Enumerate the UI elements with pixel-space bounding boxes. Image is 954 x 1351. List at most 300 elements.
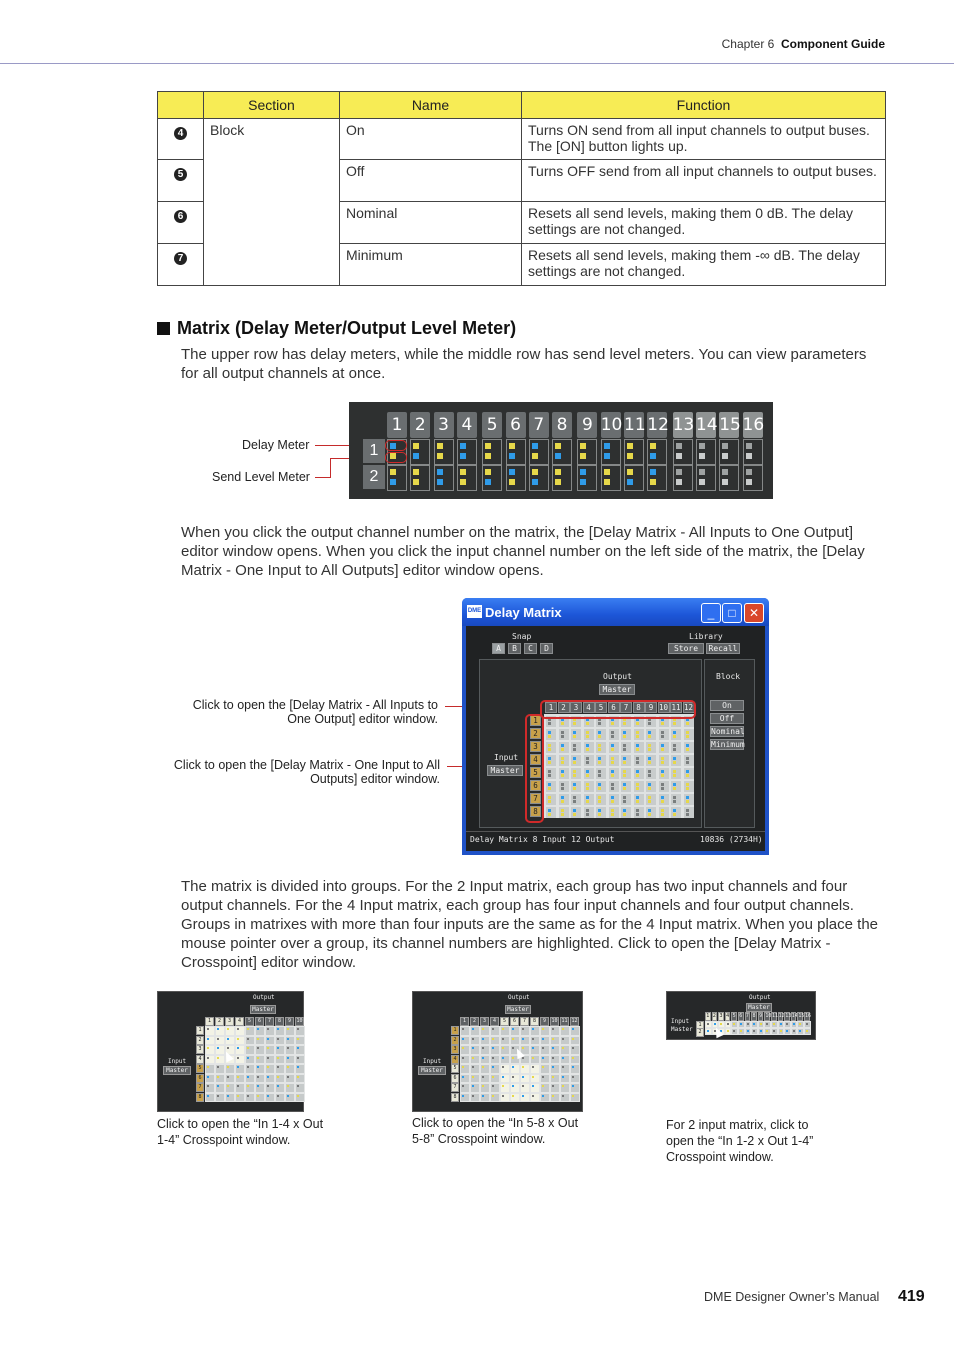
crosspoint-mark [598, 813, 601, 816]
output-master-button[interactable]: Master [746, 1003, 772, 1012]
output-number-button[interactable]: 5 [732, 1013, 736, 1019]
crosspoint-mark [207, 1047, 209, 1049]
recall-button[interactable]: Recall [706, 643, 740, 654]
output-number-button[interactable]: 7 [620, 702, 632, 713]
crosspoint-mark [512, 1028, 514, 1030]
input-number-button[interactable]: 3 [530, 741, 541, 752]
crosspoint-mark [586, 748, 589, 751]
input-label: Input [168, 1058, 187, 1065]
output-number-button[interactable]: 6 [255, 1017, 264, 1026]
input-number-button[interactable]: 4 [530, 754, 541, 765]
input-number-button[interactable]: 8 [196, 1093, 204, 1102]
crosspoint-mark [773, 1023, 775, 1025]
crosspoint-mark [661, 761, 664, 764]
output-number-button[interactable]: 9 [759, 1013, 763, 1019]
crosspoint-mark [267, 1085, 269, 1087]
crosspoint-mark [482, 1047, 484, 1049]
page-number: 419 [898, 1288, 925, 1305]
output-number-button[interactable]: 2 [712, 1013, 716, 1019]
crosspoint-mark [598, 796, 601, 799]
output-label: Output [749, 994, 771, 1001]
crosspoint-mark [661, 800, 664, 803]
crosspoint-mark [552, 1085, 554, 1087]
crosspoint-mark [492, 1095, 494, 1097]
minimize-button[interactable]: _ [701, 603, 721, 623]
output-channel-button[interactable]: 7 [529, 412, 549, 438]
crosspoint-mark [217, 1057, 219, 1059]
crosspoint-mark [542, 1028, 544, 1030]
crosspoint-mark [598, 800, 601, 803]
crosspoint-mark [572, 1095, 574, 1097]
output-number-button[interactable]: 6 [510, 1017, 519, 1026]
output-channel-button[interactable]: 4 [457, 412, 477, 438]
output-number-button[interactable]: 8 [752, 1013, 756, 1019]
crosspoint-mark [636, 744, 639, 747]
crosspoint-mark [661, 796, 664, 799]
input-number-button[interactable]: 1 [451, 1026, 459, 1035]
crosspoint-mark [686, 774, 689, 777]
crosspoint-mark [542, 1047, 544, 1049]
send-level-mark [699, 479, 705, 485]
crosspoint-mark [207, 1066, 209, 1068]
close-button[interactable]: ✕ [744, 603, 764, 623]
crosspoint-mark [648, 761, 651, 764]
output-number-button[interactable]: 2 [470, 1017, 479, 1026]
function-cell: Turns OFF send from all input channels to output buses. [522, 160, 886, 202]
send-level-mark [485, 479, 491, 485]
crosspoint-mark [648, 744, 651, 747]
output-number-button[interactable]: 4 [490, 1017, 499, 1026]
crosspoint-mark [207, 1076, 209, 1078]
send-level-mark [532, 479, 538, 485]
crosspoint-mark [542, 1095, 544, 1097]
crosspoint-mark [740, 1023, 742, 1025]
crosspoint-mark [598, 731, 601, 734]
crosspoint-mark [611, 809, 614, 812]
output-number-button[interactable]: 4 [583, 702, 595, 713]
output-number-button[interactable]: 15 [798, 1013, 805, 1019]
crosspoint-mark [561, 748, 564, 751]
crosspoint-mark [472, 1066, 474, 1068]
store-button[interactable]: Store [668, 643, 704, 654]
crosspoint-mark [207, 1095, 209, 1097]
output-number-button[interactable]: 2 [215, 1017, 224, 1026]
crosspoint-mark [277, 1076, 279, 1078]
crosspoint-grid[interactable] [544, 714, 694, 818]
crosspoint-mark [548, 761, 551, 764]
crosspoint-mark [747, 1023, 749, 1025]
output-number-button[interactable]: 3 [719, 1013, 723, 1019]
crosspoint-grid[interactable] [205, 1026, 305, 1102]
circled-number: 7 [174, 252, 187, 265]
output-master-button[interactable]: Master [250, 1005, 276, 1014]
output-channel-button[interactable]: 14 [696, 412, 716, 438]
input-number-button[interactable]: 2 [451, 1036, 459, 1045]
crosspoint-mark [648, 722, 651, 725]
output-number-button[interactable]: 11 [772, 1013, 779, 1019]
crosspoint-mark [573, 800, 576, 803]
crosspoint-mark [492, 1085, 494, 1087]
crosspoint-mark [562, 1095, 564, 1097]
send-level-mark [627, 453, 633, 459]
delay-meter-mark [437, 443, 443, 449]
output-number-button[interactable]: 2 [558, 702, 570, 713]
snap-button-c[interactable]: C [524, 643, 537, 654]
send-level-mark [650, 453, 656, 459]
crosspoint-mark [462, 1076, 464, 1078]
crosspoint-mark [548, 744, 551, 747]
crosspoint-mark [573, 722, 576, 725]
crosspoint-mark [287, 1066, 289, 1068]
crosspoint-mark [542, 1085, 544, 1087]
input-number-button[interactable]: 4 [196, 1055, 204, 1064]
input-number-button[interactable]: 1 [530, 715, 541, 726]
send-level-mark [485, 453, 491, 459]
output-number-button[interactable]: 4 [726, 1013, 730, 1019]
input-number-button[interactable]: 6 [196, 1074, 204, 1083]
output-number-button[interactable]: 9 [285, 1017, 294, 1026]
maximize-button[interactable]: □ [722, 603, 742, 623]
name-cell: Nominal [340, 202, 522, 244]
crosspoint-mark [227, 1028, 229, 1030]
crosspoint-mark [733, 1023, 735, 1025]
status-divider [466, 831, 765, 832]
output-number-button[interactable]: 16 [805, 1013, 812, 1019]
crosspoint-mark [512, 1066, 514, 1068]
crosspoint-mark [636, 770, 639, 773]
input-channel-button[interactable]: 2 [363, 465, 385, 489]
crosspoint-mark [661, 744, 664, 747]
output-number-button[interactable]: 12 [683, 703, 694, 712]
crosspoint-mark [247, 1038, 249, 1040]
crosspoint-mark [611, 744, 614, 747]
output-number-button[interactable]: 12 [571, 1018, 578, 1024]
input-master-button[interactable]: Master [163, 1066, 191, 1075]
input-master-button[interactable]: Master [418, 1066, 446, 1075]
group-paragraph: The matrix is divided into groups. For the 2 Input matrix, each group has two input channels and four output channels. For the 4 Input matrix, each group has four input channels and four output channels. Groups in matrixes with more than four inputs are the same as for the 4 Input matrix. When you place the mouse pointer over a group, its channel numbers are highlighted. Click to open the [Delay Matrix - Crosspoint] editor window. [181, 878, 879, 971]
crosspoint-mark [287, 1057, 289, 1059]
crosspoint-mark [217, 1038, 219, 1040]
crosspoint-mark [623, 744, 626, 747]
crosspoint-mark [673, 735, 676, 738]
send-level-mark [413, 479, 419, 485]
crosspoint-mark [686, 787, 689, 790]
crosspoint-mark [257, 1076, 259, 1078]
function-cell: Resets all send levels, making them 0 dB. The delay settings are not changed. [522, 202, 886, 244]
output-number-button[interactable]: 14 [791, 1013, 798, 1019]
crosspoint-mark [522, 1076, 524, 1078]
delay-meter-mark [650, 443, 656, 449]
crosspoint-mark [522, 1028, 524, 1030]
output-number-button[interactable]: 5 [500, 1017, 509, 1026]
running-header [722, 37, 885, 51]
crosspoint-mark [573, 770, 576, 773]
crosspoint-mark [267, 1066, 269, 1068]
crosspoint-mark [648, 757, 651, 760]
output-number-button[interactable]: 1 [205, 1017, 214, 1026]
snap-button-b[interactable]: B [508, 643, 521, 654]
delay-meter-mark [676, 469, 682, 475]
crosspoint-mark [548, 800, 551, 803]
window-titlebar[interactable] [462, 598, 769, 626]
crosspoint-mark [623, 774, 626, 777]
block-minimum-button[interactable]: Minimum [711, 740, 745, 749]
output-channel-button[interactable]: 13 [673, 412, 693, 438]
output-number-button[interactable]: 8 [275, 1017, 284, 1026]
delay-meter-mark [532, 443, 538, 449]
header-section: Section [204, 92, 340, 119]
crosspoint-mark [611, 731, 614, 734]
header-function: Function [522, 92, 886, 119]
crosspoint-mark [586, 809, 589, 812]
crosspoint-mark [548, 774, 551, 777]
crosspoint-mark [786, 1023, 788, 1025]
output-number-button[interactable]: 3 [570, 702, 582, 713]
crosspoint-mark [760, 1023, 762, 1025]
crosspoint-mark [572, 1038, 574, 1040]
input-number-button[interactable]: 1 [196, 1026, 204, 1035]
crosspoint-mark [548, 796, 551, 799]
output-channel-button[interactable]: 16 [743, 412, 763, 438]
output-number-button[interactable]: 9 [645, 702, 657, 713]
status-right: 10836 (2734H) [700, 835, 763, 844]
input-number-button[interactable]: 5 [196, 1064, 204, 1073]
crosspoint-mark [780, 1023, 782, 1025]
crosspoint-mark [648, 787, 651, 790]
output-number-button[interactable]: 10 [296, 1018, 303, 1024]
crosspoint-mark [598, 774, 601, 777]
crosspoint-mark [661, 813, 664, 816]
output-number-button[interactable]: 12 [778, 1013, 785, 1019]
crosspoint-mark [562, 1076, 564, 1078]
crosspoint-mark [586, 744, 589, 747]
crosspoint-thumbnail-3 [666, 991, 816, 1040]
crosspoint-mark [661, 783, 664, 786]
crosspoint-mark [686, 813, 689, 816]
crosspoint-mark [492, 1076, 494, 1078]
crosspoint-mark [686, 783, 689, 786]
input-number-button[interactable]: 4 [451, 1055, 459, 1064]
crosspoint-mark [611, 757, 614, 760]
input-number-button[interactable]: 7 [530, 793, 541, 804]
output-number-button[interactable]: 9 [540, 1017, 549, 1026]
output-number-button[interactable]: 8 [530, 1017, 539, 1026]
callout-line [315, 477, 330, 478]
crosspoint-mark [598, 744, 601, 747]
input-number-button[interactable]: 6 [451, 1074, 459, 1083]
crosspoint-mark [573, 744, 576, 747]
input-number-button[interactable]: 5 [530, 767, 541, 778]
crosspoint-mark [623, 809, 626, 812]
crosspoint-mark [257, 1038, 259, 1040]
crosspoint-mark [482, 1095, 484, 1097]
crosspoint-mark [586, 731, 589, 734]
crosspoint-mark [573, 774, 576, 777]
output-channel-button[interactable]: 3 [434, 412, 454, 438]
input-number-button[interactable]: 7 [451, 1083, 459, 1092]
output-number-button[interactable]: 4 [235, 1017, 244, 1026]
crosspoint-mark [542, 1076, 544, 1078]
delay-meter-mark [413, 443, 419, 449]
crosspoint-mark [648, 774, 651, 777]
input-number-button[interactable]: 2 [696, 1028, 704, 1037]
input-number-button[interactable]: 6 [530, 780, 541, 791]
input-number-button[interactable]: 8 [530, 806, 541, 817]
crosspoint-mark [207, 1038, 209, 1040]
output-number-button[interactable]: 7 [745, 1013, 749, 1019]
crosspoint-mark [598, 735, 601, 738]
input-number-button[interactable]: 2 [530, 728, 541, 739]
crosspoint-mark [492, 1028, 494, 1030]
crosspoint-mark [586, 770, 589, 773]
crosspoint-mark [636, 735, 639, 738]
block-on-button[interactable]: On [710, 700, 744, 711]
crosspoint-mark [482, 1076, 484, 1078]
output-number-button[interactable]: 1 [460, 1017, 469, 1026]
output-master-button[interactable]: Master [599, 684, 635, 695]
crosspoint-mark [636, 757, 639, 760]
output-number-button[interactable]: 11 [671, 703, 681, 712]
snap-button-a[interactable]: A [492, 643, 505, 654]
output-number-button[interactable]: 6 [608, 702, 620, 713]
crosspoint-mark [217, 1085, 219, 1087]
block-nominal-button[interactable]: Nominal [711, 727, 745, 736]
output-channel-button[interactable]: 1 [387, 412, 407, 438]
crosspoint-mark [673, 748, 676, 751]
output-number-button[interactable]: 7 [520, 1017, 529, 1026]
output-number-button[interactable]: 5 [595, 702, 607, 713]
output-number-button[interactable]: 5 [245, 1017, 254, 1026]
crosspoint-mark [257, 1095, 259, 1097]
crosspoint-mark [806, 1030, 808, 1032]
crosspoint-mark [648, 783, 651, 786]
crosspoint-mark [297, 1028, 299, 1030]
input-channel-button[interactable]: 1 [363, 439, 385, 463]
crosspoint-mark [552, 1076, 554, 1078]
output-numbers-highlight [540, 700, 696, 719]
output-channel-button[interactable]: 10 [601, 412, 621, 438]
input-number-button[interactable]: 3 [196, 1045, 204, 1054]
callout-line [330, 458, 331, 478]
block-off-button[interactable]: Off [710, 713, 744, 724]
crosspoint-mark [586, 757, 589, 760]
crosspoint-mark [766, 1030, 768, 1032]
crosspoint-mark [548, 787, 551, 790]
input-number-button[interactable]: 3 [451, 1045, 459, 1054]
output-channel-button[interactable]: 12 [647, 412, 667, 438]
crosspoint-mark [247, 1076, 249, 1078]
output-channel-button[interactable]: 5 [482, 412, 502, 438]
output-number-button[interactable]: 3 [225, 1017, 234, 1026]
output-number-button[interactable]: 11 [561, 1018, 568, 1024]
crosspoint-mark [623, 748, 626, 751]
output-number-button[interactable]: 3 [480, 1017, 489, 1026]
crosspoint-mark [673, 813, 676, 816]
crosspoint-mark [572, 1066, 574, 1068]
crosspoint-mark [714, 1023, 716, 1025]
crosspoint-mark [686, 748, 689, 751]
crosspoint-mark [237, 1066, 239, 1068]
send-level-mark [676, 479, 682, 485]
crosspoint-mark [673, 809, 676, 812]
name-cell: Minimum [340, 244, 522, 286]
input-number-button[interactable]: 5 [451, 1064, 459, 1073]
send-level-mark [650, 479, 656, 485]
delay-meter-mark [676, 443, 682, 449]
crosspoint-grid[interactable] [460, 1026, 580, 1102]
snap-button-d[interactable]: D [540, 643, 553, 654]
output-channel-button[interactable]: 9 [577, 412, 597, 438]
send-level-mark [437, 479, 443, 485]
crosspoint-mark [598, 783, 601, 786]
crosspoint-mark [572, 1085, 574, 1087]
output-number-button[interactable]: 6 [739, 1013, 743, 1019]
crosspoint-mark [492, 1038, 494, 1040]
crosspoint-mark [237, 1057, 239, 1059]
row-number [158, 202, 204, 244]
output-number-button[interactable]: 8 [633, 702, 645, 713]
crosspoint-mark [287, 1085, 289, 1087]
send-level-highlight [385, 452, 407, 463]
output-master-button[interactable]: Master [505, 1005, 531, 1014]
input-number-button[interactable]: 8 [451, 1093, 459, 1102]
output-channel-button[interactable]: 2 [410, 412, 430, 438]
crosspoint-mark [561, 744, 564, 747]
crosspoint-mark [673, 783, 676, 786]
input-master-button[interactable]: Master [487, 765, 523, 776]
output-channel-button[interactable]: 6 [506, 412, 526, 438]
section-cell: Block [204, 119, 340, 286]
output-number-button[interactable]: 10 [658, 703, 669, 712]
input-number-button[interactable]: 2 [196, 1036, 204, 1045]
crosspoint-mark [227, 1095, 229, 1097]
output-number-button[interactable]: 10 [551, 1018, 558, 1024]
output-channel-button[interactable]: 15 [719, 412, 739, 438]
crosspoint-mark [462, 1028, 464, 1030]
crosspoint-mark [482, 1057, 484, 1059]
output-number-button[interactable]: 10 [765, 1013, 772, 1019]
crosspoint-mark [586, 800, 589, 803]
input-number-button[interactable]: 1 [696, 1021, 704, 1030]
crosspoint-mark [217, 1095, 219, 1097]
output-number-button[interactable]: 7 [265, 1017, 274, 1026]
delay-meter-mark [746, 443, 752, 449]
output-number-button[interactable]: 1 [545, 702, 557, 713]
output-number-button[interactable]: 1 [706, 1013, 710, 1019]
output-number-button[interactable]: 13 [785, 1013, 792, 1019]
crosspoint-mark [227, 1085, 229, 1087]
input-number-button[interactable]: 7 [196, 1083, 204, 1092]
crosspoint-mark [522, 1038, 524, 1040]
input-callout: Click to open the [Delay Matrix - One Input to All Outputs] editor window. [173, 758, 440, 786]
crosspoint-mark [267, 1038, 269, 1040]
crosspoint-mark [611, 813, 614, 816]
crosspoint-mark [562, 1047, 564, 1049]
crosspoint-mark [247, 1066, 249, 1068]
crosspoint-mark [247, 1095, 249, 1097]
crosspoint-mark [287, 1038, 289, 1040]
crosspoint-mark [562, 1038, 564, 1040]
output-channel-button[interactable]: 11 [624, 412, 644, 438]
crosspoint-mark [257, 1057, 259, 1059]
crosspoint-mark [277, 1028, 279, 1030]
delay-meter-mark [555, 443, 561, 449]
crosspoint-mark [532, 1038, 534, 1040]
function-cell: Turns ON send from all input channels to output buses. The [ON] button lights up. [522, 119, 886, 160]
output-channel-button[interactable]: 8 [552, 412, 572, 438]
crosspoint-mark [611, 748, 614, 751]
crosspoint-mark [277, 1057, 279, 1059]
